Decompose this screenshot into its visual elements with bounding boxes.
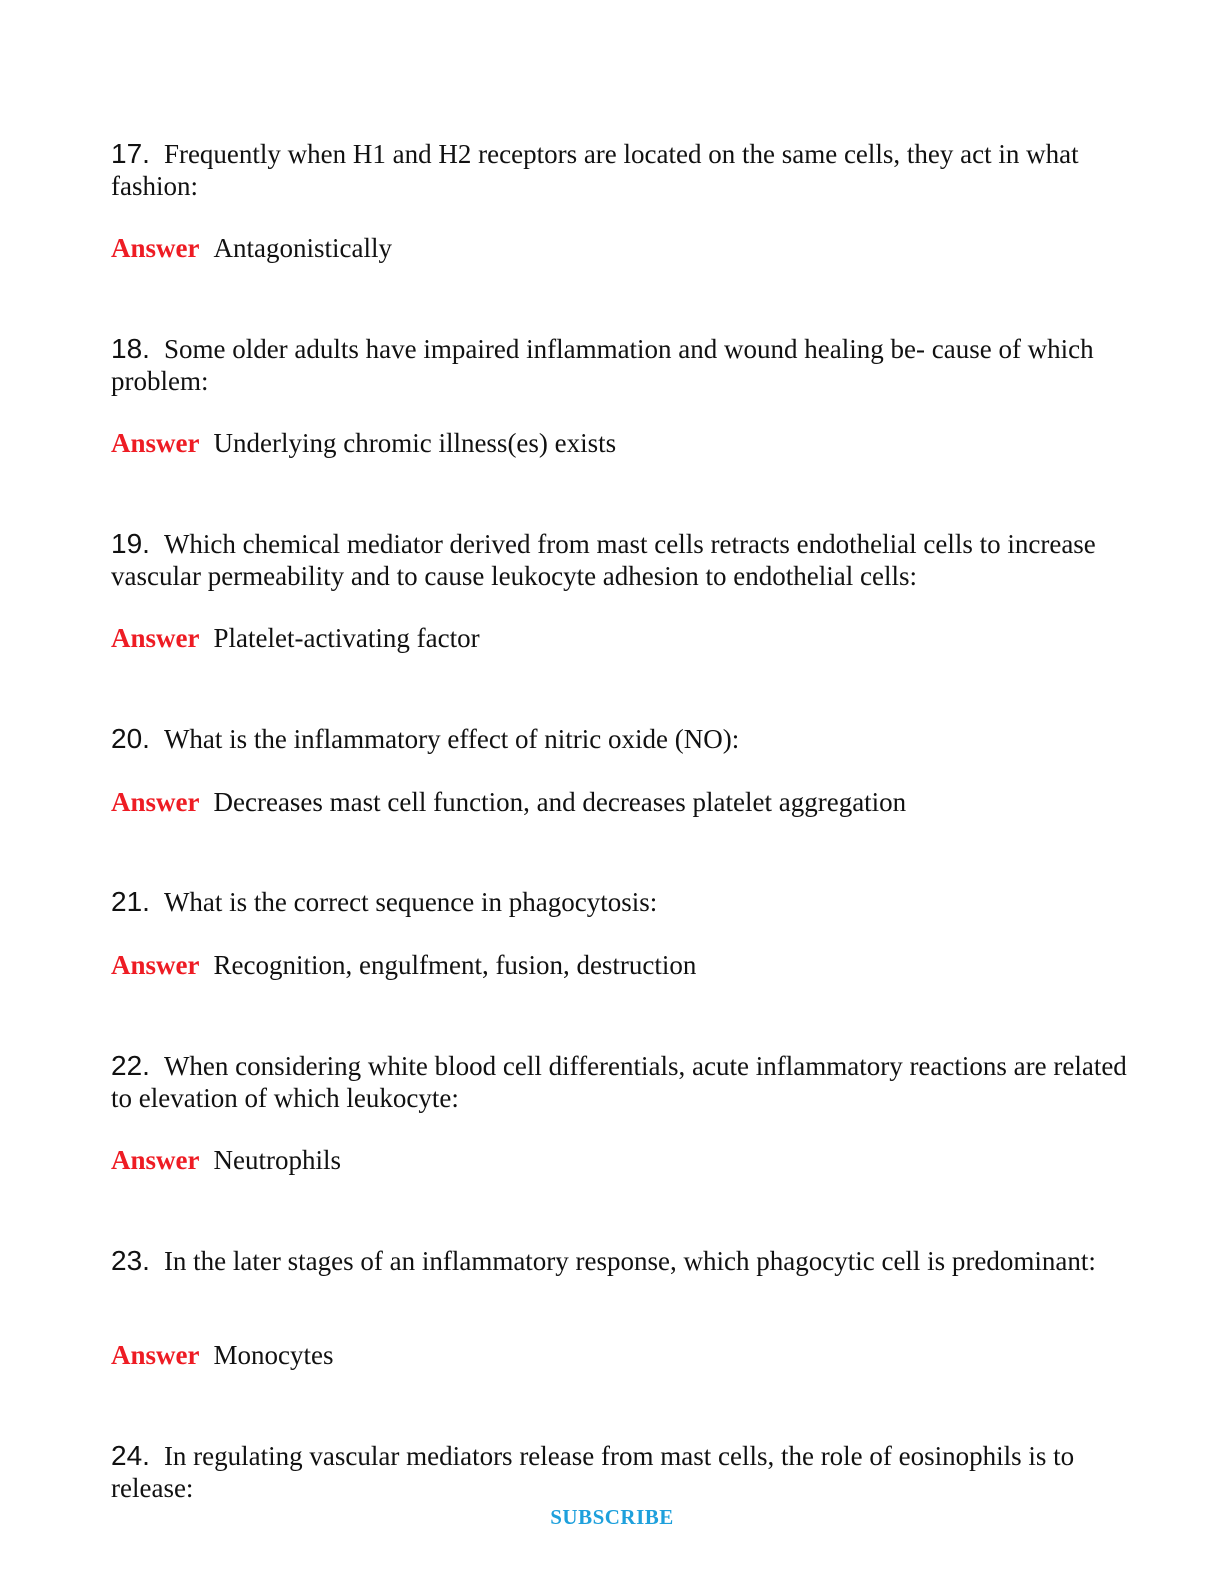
qa-item-21: [111, 886, 1131, 980]
question-number: 24.: [111, 1440, 150, 1471]
question-number: 18.: [111, 333, 150, 364]
answer-text: Monocytes: [213, 1340, 334, 1370]
question-number: 17.: [111, 138, 150, 169]
qa-item-23: [111, 1245, 1131, 1370]
qa-item-20: [111, 723, 1131, 817]
subscribe-link[interactable]: SUBSCRIBE: [550, 1505, 674, 1529]
qa-item-19: [111, 528, 1131, 653]
question-number: 22.: [111, 1050, 150, 1081]
answer-text: Underlying chromic illness(es) exists: [213, 428, 617, 458]
answer-line: [111, 622, 480, 654]
answer-label: Answer: [111, 233, 200, 263]
answer-line: [111, 1339, 333, 1371]
qa-item-17: [111, 138, 1131, 263]
answer-text: Platelet-activating factor: [213, 623, 480, 653]
answer-label: Answer: [111, 1145, 200, 1175]
question-text: 22. When considering white blood cell differentials, acute inflammatory reactions are related to elevation of which leukocyte:: [111, 1050, 1127, 1113]
answer-text: Neutrophils: [213, 1145, 341, 1175]
answer-line: [111, 786, 906, 818]
question-text: 20. What is the inflammatory effect of nitric oxide (NO):: [111, 723, 740, 754]
question-text: 19. Which chemical mediator derived from mast cells retracts endothelial cells to increase vascular permeability and to cause leukocyte adhesion to endothelial cells:: [111, 528, 1096, 591]
question-text: 18. Some older adults have impaired inflammation and wound healing be- cause of which problem:: [111, 333, 1094, 396]
answer-label: Answer: [111, 623, 200, 653]
question-text: 21. What is the correct sequence in phagocytosis:: [111, 886, 658, 917]
answer-text: Recognition, engulfment, fusion, destruction: [213, 950, 697, 980]
answer-line: [111, 949, 696, 981]
answer-label: Answer: [111, 1340, 200, 1370]
question-text: 24. In regulating vascular mediators release from mast cells, the role of eosinophils is to release:: [111, 1440, 1075, 1503]
qa-item-18: [111, 333, 1131, 458]
qa-item-24: [111, 1440, 1131, 1504]
answer-text: Decreases mast cell function, and decreases platelet aggregation: [213, 787, 907, 817]
answer-line: [111, 427, 616, 459]
question-text: 17. Frequently when H1 and H2 receptors are located on the same cells, they act in what fashion:: [111, 138, 1079, 201]
qa-item-22: [111, 1050, 1131, 1175]
question-number: 21.: [111, 886, 150, 917]
answer-line: [111, 1144, 341, 1176]
answer-line: [111, 232, 392, 264]
question-number: 19.: [111, 528, 150, 559]
question-number: 23.: [111, 1245, 150, 1276]
answer-label: Answer: [111, 787, 200, 817]
answer-label: Answer: [111, 950, 200, 980]
answer-label: Answer: [111, 428, 200, 458]
question-number: 20.: [111, 723, 150, 754]
answer-text: Antagonistically: [213, 233, 392, 263]
question-text: 23. In the later stages of an inflammatory response, which phagocytic cell is predominant:: [111, 1245, 1096, 1276]
